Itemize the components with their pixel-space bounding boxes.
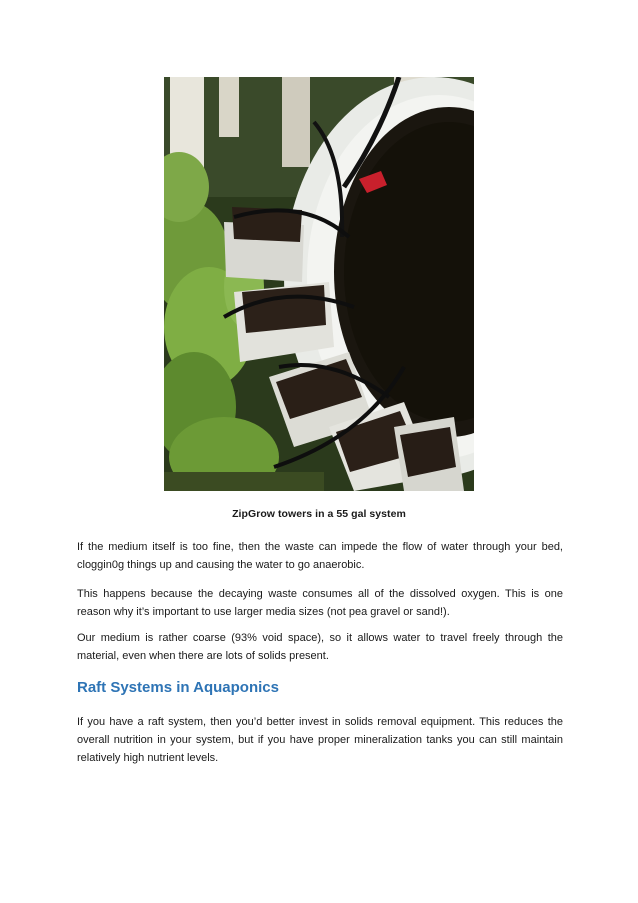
paragraph-coarse-medium: Our medium is rather coarse (93% void space), so it allows water to travel freely through the material, even when there are lots of solids present.	[77, 632, 563, 662]
paragraph-raft-systems: If you have a raft system, then you’d better invest in solids removal equipment. This reduces the overall nutrition in your system, but if you have proper mineralization tanks you can still maintain relatively high nutrient levels.	[77, 716, 563, 764]
section-heading: Raft Systems in Aquaponics	[77, 679, 279, 696]
paragraph-fine-medium: If the medium itself is too fine, then the waste can impede the flow of water through your bed, cloggin0g things up and causing the water to go anaerobic.	[77, 541, 563, 571]
paragraph-dissolved-oxygen: This happens because the decaying waste consumes all of the dissolved oxygen. This is one reason why it’s important to use larger media sizes (not pea gravel or sand!).	[77, 588, 563, 618]
zipgrow-towers-photo	[164, 77, 474, 491]
figure-caption: ZipGrow towers in a 55 gal system	[232, 508, 406, 520]
